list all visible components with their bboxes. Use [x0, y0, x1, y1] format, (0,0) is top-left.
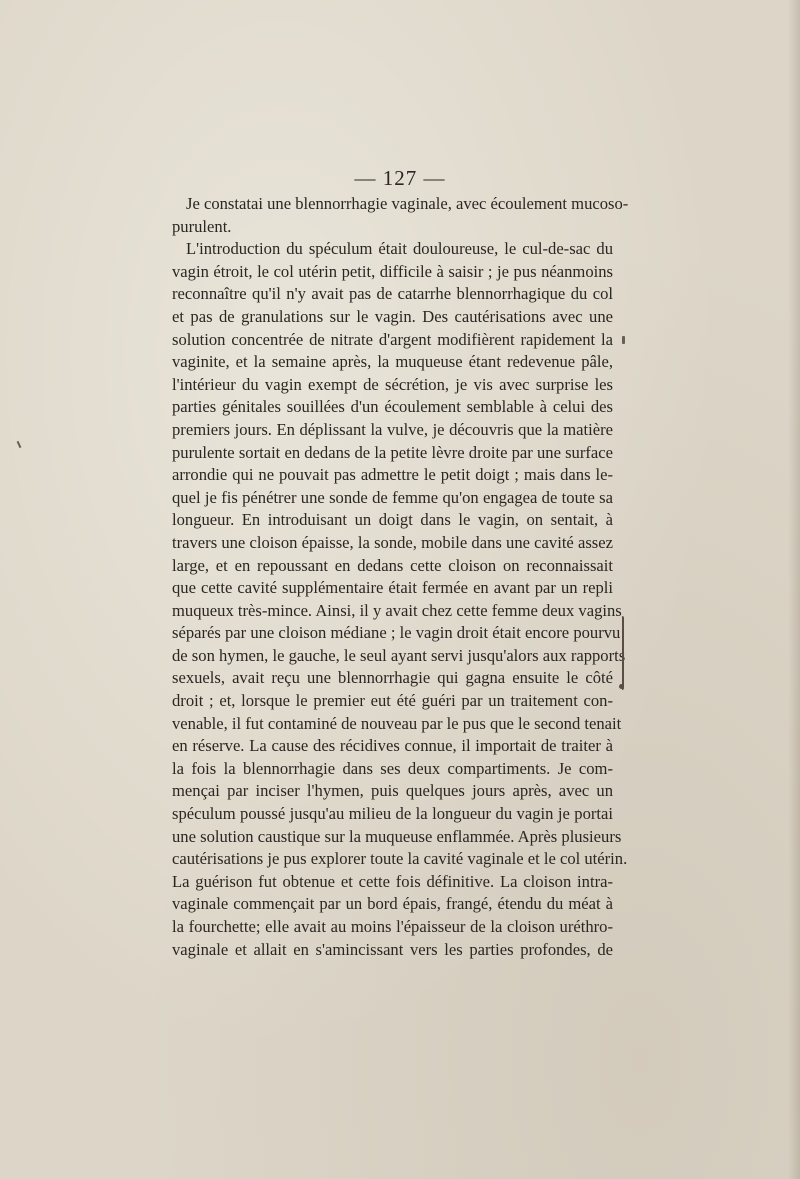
text-line: sexuels, avait reçu une blennorrhagie qui gagna ensuite le côté: [172, 668, 613, 688]
text-line: vagin étroit, le col utérin petit, difficile à saisir ; je pus néanmoins: [172, 261, 613, 281]
text-line: l'intérieur du vagin exempt de sécrétion, je vis avec surprise les: [172, 374, 613, 394]
text-line: Je constatai une blennorrhagie vaginale, avec écoulement mucoso-: [186, 194, 629, 213]
text-line: longueur. En introduisant un doigt dans le vagin, on sentait, à: [172, 510, 613, 530]
text-line: que cette cavité supplémentaire était fermée en avant par un repli: [172, 578, 613, 598]
margin-tick-mark: [622, 336, 625, 344]
text-line: la fois la blennorrhagie dans ses deux compartiments. Je com-: [172, 758, 613, 778]
margin-dot-mark: [619, 684, 624, 689]
text-line: reconnaître qu'il n'y avait pas de catarrhe blennorrhagique du col: [172, 284, 613, 304]
body-text: [172, 193, 629, 961]
text-line: vaginale et allait en s'amincissant vers les parties profondes, de: [172, 939, 613, 959]
margin-bracket-mark: [619, 616, 624, 690]
text-line: purulente sortait en dedans de la petite lèvre droite par une surface: [172, 442, 613, 462]
text-line: de son hymen, le gauche, le seul ayant servi jusqu'alors aux rapports: [172, 645, 626, 665]
text-line: arrondie qui ne pouvait pas admettre le petit doigt ; mais dans le-: [172, 465, 613, 485]
text-line: La guérison fut obtenue et cette fois définitive. La cloison intra-: [172, 871, 613, 891]
text-line: muqueux très-mince. Ainsi, il y avait chez cette femme deux vagins: [172, 600, 622, 620]
text-line: parties génitales souillées d'un écoulement semblable à celui des: [172, 397, 613, 417]
page-number: — 127 —: [354, 166, 446, 190]
text-line: quel je fis pénétrer une sonde de femme qu'on engagea de toute sa: [172, 487, 613, 507]
text-line: vaginite, et la semaine après, la muqueuse étant redevenue pâle,: [172, 352, 613, 372]
text-line: solution concentrée de nitrate d'argent modifièrent rapidement la: [172, 329, 613, 349]
text-line: spéculum poussé jusqu'au milieu de la longueur du vagin je portai: [172, 804, 613, 824]
text-line: purulent.: [172, 216, 232, 236]
text-line: en réserve. La cause des récidives connue, il importait de traiter à: [172, 736, 613, 756]
text-line: et pas de granulations sur le vagin. Des cautérisations avec une: [172, 306, 613, 326]
text-line: séparés par une cloison médiane ; le vagin droit était encore pourvu: [172, 623, 621, 643]
margin-small-mark: [17, 441, 22, 448]
text-line: une solution caustique sur la muqueuse enflammée. Après plusieurs: [172, 826, 622, 846]
text-line: la fourchette; elle avait au moins l'épaisseur de la cloison uréthro-: [172, 917, 613, 936]
text-line: premiers jours. En déplissant la vulve, je découvris que la matière: [172, 419, 613, 439]
text-line: vaginale commençait par un bord épais, frangé, étendu du méat à: [172, 894, 613, 914]
text-line: L'introduction du spéculum était douloureuse, le cul-de-sac du: [186, 239, 613, 259]
text-line: travers une cloison épaisse, la sonde, mobile dans une cavité assez: [172, 532, 613, 552]
text-line: droit ; et, lorsque le premier eut été guéri par un traitement con-: [172, 691, 613, 711]
text-line: large, et en repoussant en dedans cette cloison on reconnaissait: [172, 555, 613, 575]
text-line: cautérisations je pus explorer toute la cavité vaginale et le col utérin.: [172, 849, 628, 869]
text-line: venable, il fut contaminé de nouveau par le pus que le second tenait: [172, 713, 622, 733]
text-line: mençai par inciser l'hymen, puis quelques jours après, avec un: [172, 781, 613, 801]
